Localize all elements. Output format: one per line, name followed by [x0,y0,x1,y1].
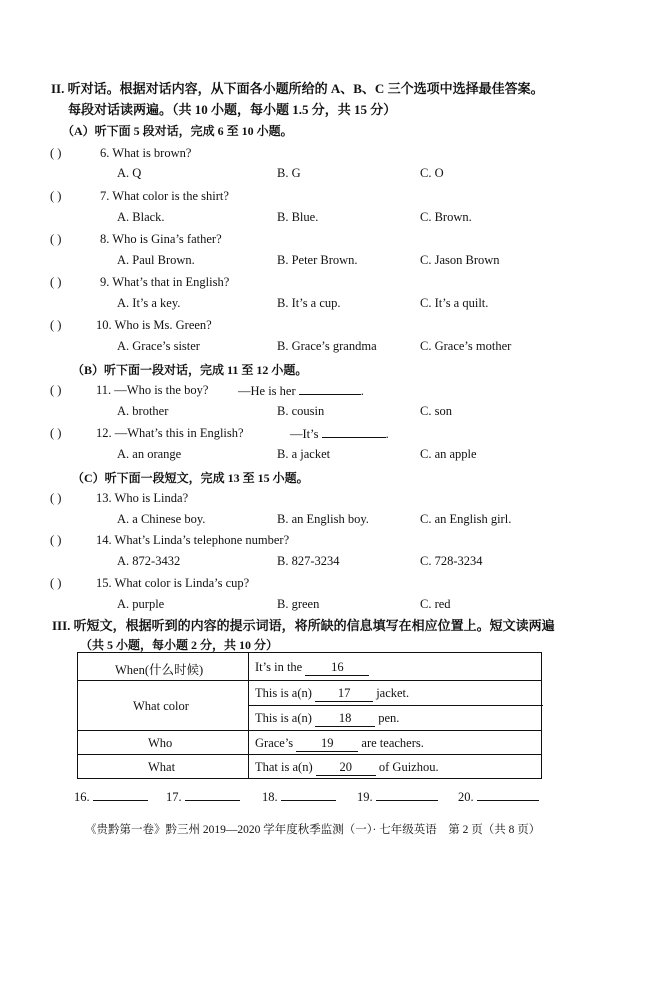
table-row-divider-1 [78,680,541,681]
question-9: 9. What’s that in English? [100,275,230,289]
cell-row5 [255,760,439,776]
section-2-title: II. 听对话。根据对话内容，从下面各小题所给的 A、B、C 三个选项中选择最佳答案。 [51,81,544,96]
option-14b: B. 827-3234 [277,554,340,568]
option-6b: B. G [277,166,301,180]
cell-row3 [255,711,399,727]
option-6c: C. O [420,166,444,180]
row2-tail: jacket. [376,686,410,700]
option-11a: A. brother [117,404,169,418]
cell-row1 [255,660,369,676]
row3-tail: pen. [378,711,400,725]
option-7c: C. Brown. [420,210,472,224]
row4-text: Grace’s [255,736,294,750]
option-12a: A. an orange [117,447,182,461]
row4-tail: are teachers. [361,736,424,750]
section-2-subtitle: 每段对话读两遍。（共 10 小题，每小题 1.5 分，共 15 分） [68,102,397,117]
question-12-blank [322,426,386,438]
option-12b: B. a jacket [277,447,331,461]
option-13a: A. a Chinese boy. [117,512,206,526]
table-row-divider-2 [248,705,543,706]
row1-text: It’s in the [255,660,303,674]
option-15a: A. purple [117,597,165,611]
option-9b: B. It’s a cup. [277,296,341,310]
question-12-response-text: —It’s [290,427,319,441]
table-row-divider-3 [78,730,541,731]
answer-paren-10[interactable]: ( ) [50,318,62,332]
option-14a: A. 872-3432 [117,554,181,568]
option-8b: B. Peter Brown. [277,253,358,267]
cell-when: When(什么时候) [115,663,204,677]
answer-20-line[interactable] [477,789,539,801]
question-11-response-text: —He is her [238,384,296,398]
section-3-title: III. 听短文，根据听到的内容的提示词语，将所缺的信息填写在相应位置上。短文读两遍 [52,618,555,633]
answer-17[interactable] [166,789,240,805]
info-table [77,652,542,779]
answer-paren-7[interactable]: ( ) [50,189,62,203]
option-14c: C. 728-3234 [420,554,483,568]
answer-20-label: 20. [458,790,474,804]
option-8c: C. Jason Brown [420,253,500,267]
question-11-blank [299,383,361,395]
option-7b: B. Blue. [277,210,319,224]
question-11-response: —He is her . [238,384,364,398]
answer-19-label: 19. [357,790,373,804]
option-13c: C. an English girl. [420,512,512,526]
answer-16-line[interactable] [93,789,148,801]
question-12-response: —It’s . [290,427,389,441]
table-row-divider-4 [78,754,541,755]
question-11: 11. —Who is the boy? [96,383,209,397]
page-footer: 《贵黔第一卷》黔三州 2019—2020 学年度秋季监测（一）· 七年级英语 第 2 页（共 8 页） [85,824,541,836]
option-6a: A. Q [117,166,142,180]
part-b-heading: （B）听下面一段对话，完成 11 至 12 小题。 [72,363,308,377]
option-11c: C. son [420,404,452,418]
part-c-heading: （C）听下面一段短文，完成 13 至 15 小题。 [72,471,309,485]
cell-who: Who [148,736,173,750]
answer-paren-13[interactable]: ( ) [50,491,62,505]
question-8: 8. Who is Gina’s father? [100,232,222,246]
row2-text: This is a(n) [255,686,312,700]
answer-paren-14[interactable]: ( ) [50,533,62,547]
question-15: 15. What color is Linda’s cup? [96,576,250,590]
option-11b: B. cousin [277,404,325,418]
cell-row2 [255,686,409,702]
answer-19[interactable] [357,789,438,805]
row5-tail: of Guizhou. [378,760,439,774]
question-6: 6. What is brown? [100,146,192,160]
answer-18[interactable] [262,789,336,805]
blank-16[interactable]: 16 [305,660,369,676]
option-10a: A. Grace’s sister [117,339,200,353]
answer-20[interactable] [458,789,539,805]
option-10c: C. Grace’s mother [420,339,512,353]
answer-paren-8[interactable]: ( ) [50,232,62,246]
answer-paren-12[interactable]: ( ) [50,426,62,440]
question-10: 10. Who is Ms. Green? [96,318,212,332]
cell-row4 [255,736,424,752]
row5-text: That is a(n) [255,760,313,774]
answer-17-label: 17. [166,790,182,804]
answer-paren-6[interactable]: ( ) [50,146,62,160]
answer-17-line[interactable] [185,789,240,801]
option-15c: C. red [420,597,451,611]
option-7a: A. Black. [117,210,165,224]
blank-17[interactable]: 17 [315,686,373,702]
option-12c: C. an apple [420,447,477,461]
blank-20[interactable]: 20 [316,760,376,776]
answer-16-label: 16. [74,790,90,804]
answer-paren-11[interactable]: ( ) [50,383,62,397]
answer-paren-9[interactable]: ( ) [50,275,62,289]
answer-18-label: 18. [262,790,278,804]
question-7: 7. What color is the shirt? [100,189,229,203]
cell-what-color: What color [133,699,189,713]
answer-19-line[interactable] [376,789,438,801]
answer-16[interactable] [74,789,148,805]
table-vertical-divider [248,653,249,778]
answer-18-line[interactable] [281,789,336,801]
cell-what: What [148,760,176,774]
question-14: 14. What’s Linda’s telephone number? [96,533,290,547]
option-13b: B. an English boy. [277,512,369,526]
option-9a: A. It’s a key. [117,296,181,310]
option-15b: B. green [277,597,320,611]
question-13: 13. Who is Linda? [96,491,189,505]
option-9c: C. It’s a quilt. [420,296,489,310]
row3-text: This is a(n) [255,711,312,725]
option-10b: B. Grace’s grandma [277,339,377,353]
option-8a: A. Paul Brown. [117,253,195,267]
question-12: 12. —What’s this in English? [96,426,244,440]
answer-paren-15[interactable]: ( ) [50,576,62,590]
section-3-subtitle: （共 5 小题，每小题 2 分，共 10 分） [80,638,279,652]
blank-18[interactable]: 18 [315,711,375,727]
part-a-heading: （A）听下面 5 段对话，完成 6 至 10 小题。 [62,124,293,138]
blank-19[interactable]: 19 [296,736,358,752]
